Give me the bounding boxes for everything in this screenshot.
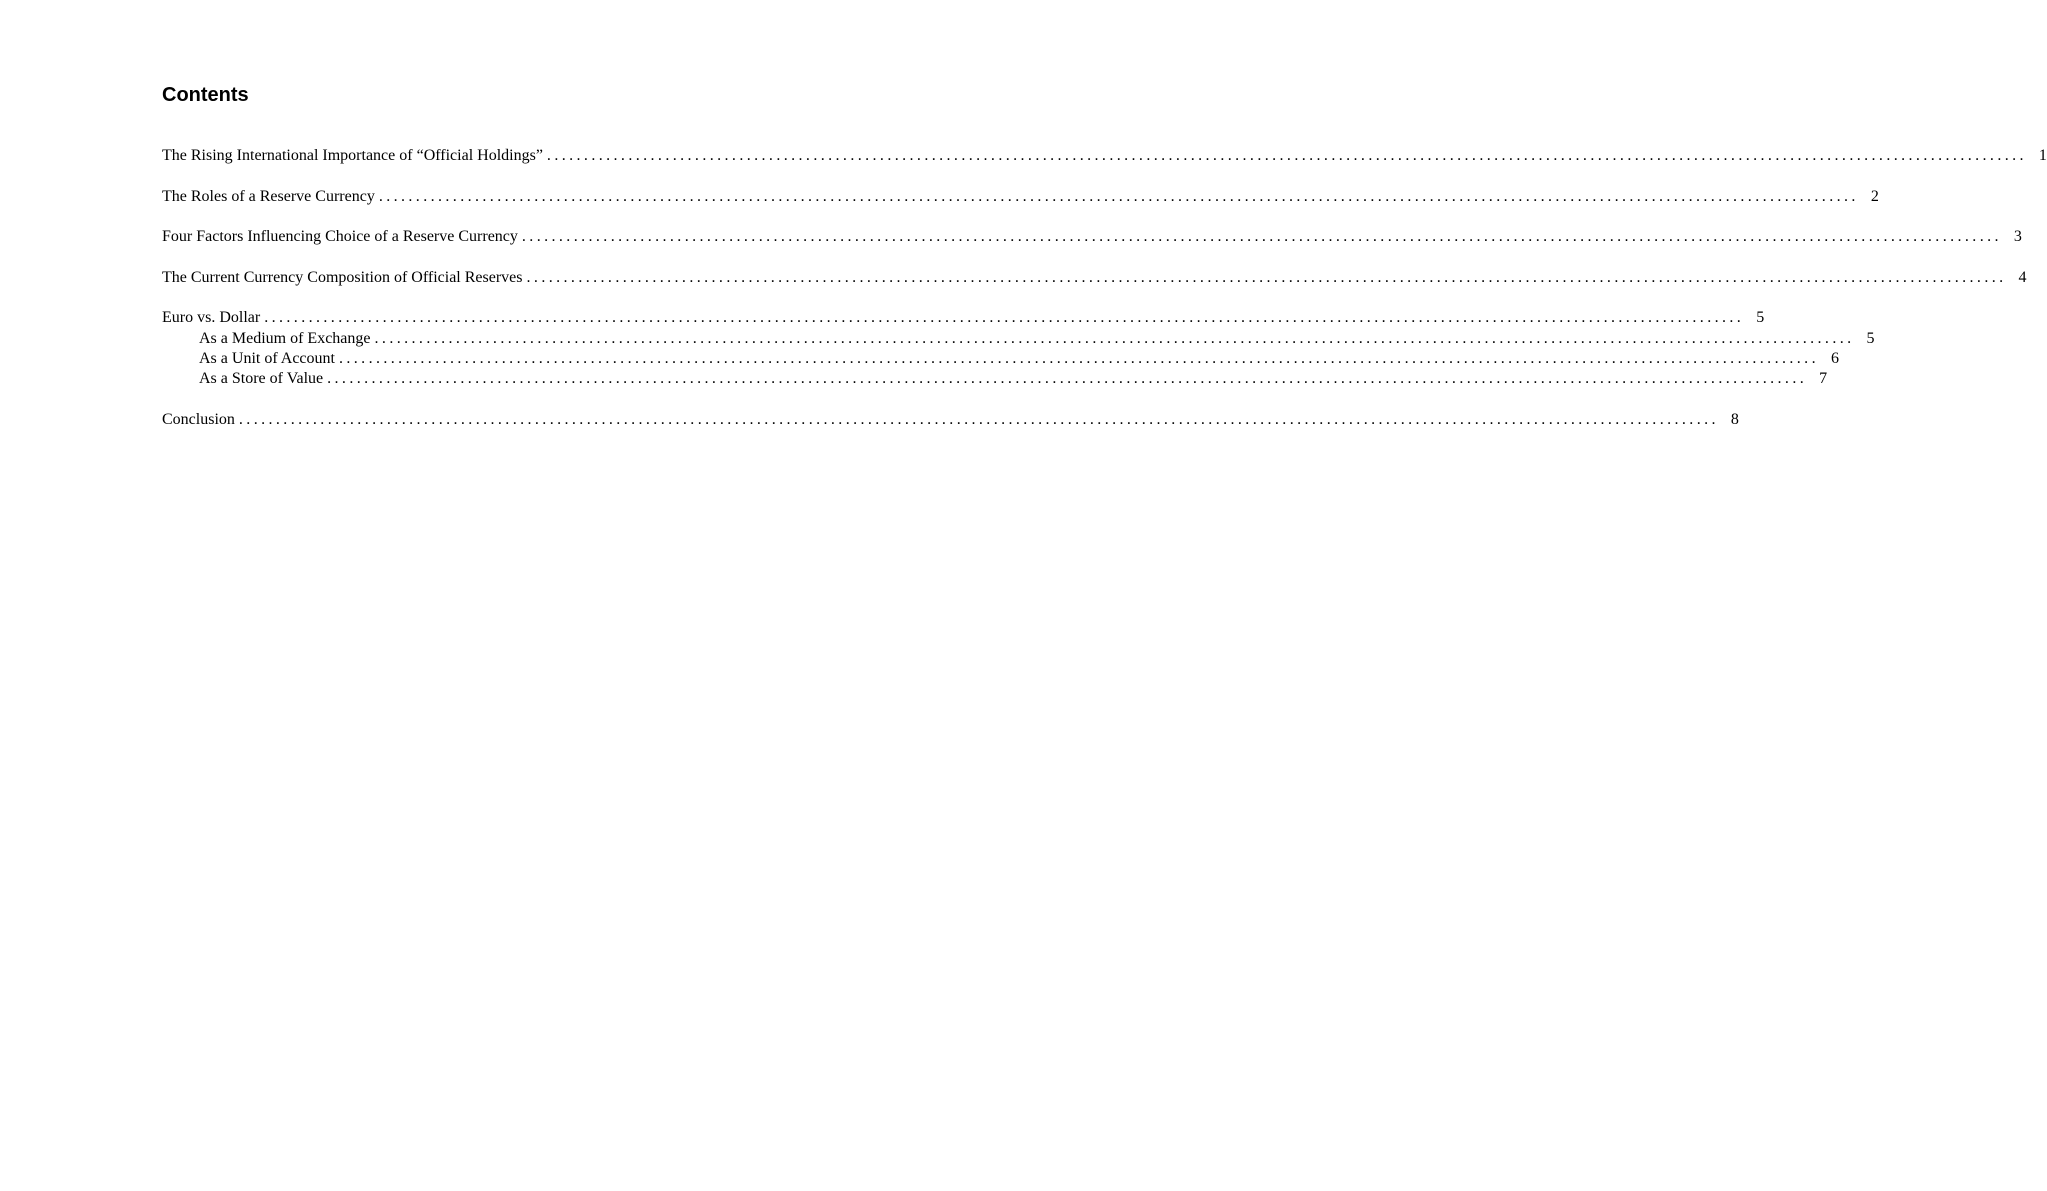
dot-leader: ........................................................................................................................................................................................................ [327, 370, 1808, 388]
dot-leader: ........................................................................................................................................................................................................ [378, 187, 1859, 205]
toc-entry-title: The Rising International Importance of “Official Holdings” [162, 147, 543, 164]
table-of-contents [162, 146, 2047, 430]
toc-entry-title: Conclusion [162, 410, 235, 428]
dot-leader: ........................................................................................................................................................................................................ [238, 410, 1719, 428]
toc-page-number: 5 [1756, 309, 1765, 327]
toc-entry-rising-importance[interactable] [162, 146, 2047, 166]
toc-entry-title: As a Medium of Exchange [199, 329, 371, 347]
toc-page-number: 8 [1730, 410, 1739, 428]
contents-heading: Contents [162, 84, 249, 106]
toc-entry-title: The Roles of a Reserve Currency [162, 187, 375, 205]
dot-leader: ........................................................................................................................................................................................................ [374, 329, 1855, 347]
dot-leader: ........................................................................................................................................................................................................ [264, 309, 1745, 327]
dot-leader: ........................................................................................................................................................................................................ [338, 349, 1819, 367]
dot-leader: ........................................................................................................................................................................................................ [546, 147, 2027, 164]
toc-entry-unit-of-account[interactable] [162, 349, 1839, 369]
toc-entry-title: Euro vs. Dollar [162, 309, 261, 327]
toc-page-number: 6 [1830, 349, 1839, 367]
toc-entry-title: Four Factors Influencing Choice of a Reserve Currency [162, 228, 518, 246]
toc-page-number: 3 [2013, 228, 2022, 246]
dot-leader: ........................................................................................................................................................................................................ [526, 268, 2007, 286]
toc-page-number: 7 [1819, 370, 1828, 388]
toc-page-number: 5 [1866, 329, 1875, 347]
toc-entry-store-of-value[interactable] [162, 369, 1828, 389]
toc-entry-conclusion[interactable] [162, 410, 1739, 430]
toc-page-number: 4 [2018, 268, 2027, 286]
toc-page-number: 2 [1870, 187, 1879, 205]
toc-entry-current-composition[interactable] [162, 268, 2027, 288]
toc-entry-medium-of-exchange[interactable] [162, 329, 1875, 349]
toc-entry-roles[interactable] [162, 187, 1879, 207]
toc-entry-title: As a Unit of Account [199, 349, 335, 367]
toc-entry-title: As a Store of Value [199, 370, 324, 388]
dot-leader: ........................................................................................................................................................................................................ [521, 228, 2002, 246]
toc-entry-four-factors[interactable] [162, 227, 2022, 247]
toc-page-number: 1 [2038, 147, 2047, 164]
toc-entry-title: The Current Currency Composition of Official Reserves [162, 268, 523, 286]
toc-entry-euro-vs-dollar[interactable] [162, 308, 1765, 328]
